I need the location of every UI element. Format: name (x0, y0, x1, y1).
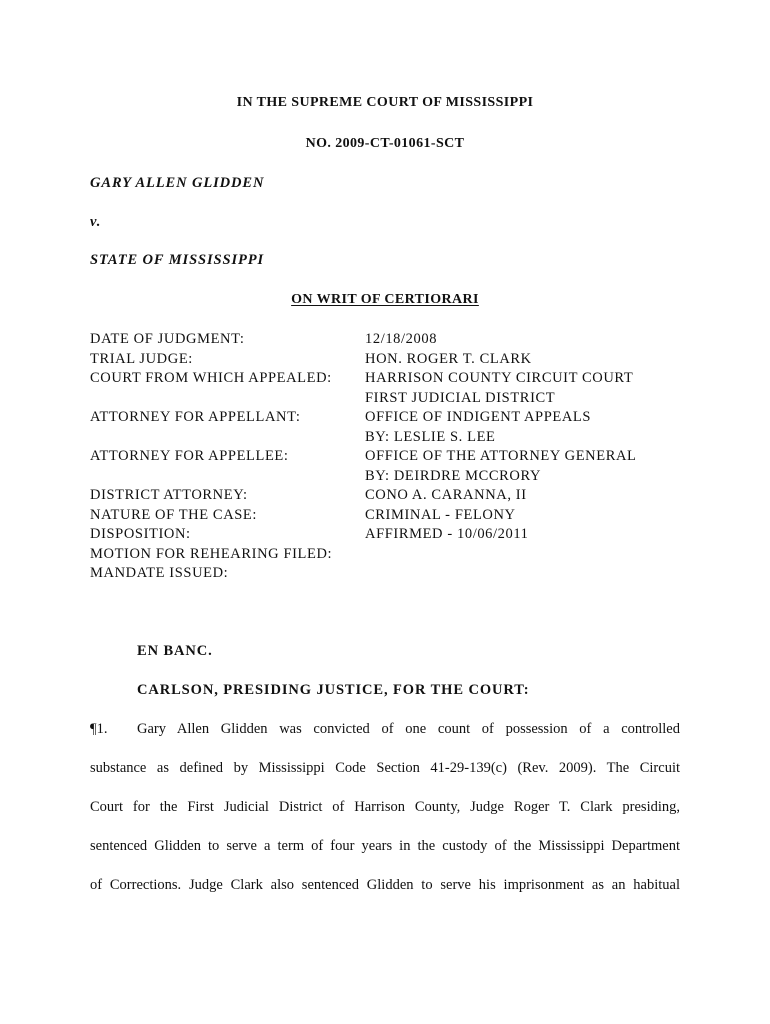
case-info-value (365, 564, 690, 584)
paragraph-line (90, 710, 680, 749)
paragraph-line: Court for the First Judicial District of Harrison County, Judge Roger T. Clark presiding, (90, 799, 680, 815)
case-info-row (90, 408, 690, 428)
case-info-label: ATTORNEY FOR APPELLEE: (90, 448, 289, 464)
case-info-row (90, 389, 690, 409)
case-info-row (90, 525, 690, 545)
case-info-label: NATURE OF THE CASE: (90, 506, 258, 523)
case-info-label (90, 389, 365, 409)
appellee-name: STATE OF MISSISSIPPI (90, 252, 265, 268)
case-info-label: COURT FROM WHICH APPEALED: (90, 370, 332, 386)
case-info-value: HON. ROGER T. CLARK (365, 350, 532, 367)
case-info-table (90, 330, 690, 584)
paragraph-line: substance as defined by Mississippi Code Section 41-29-139(c) (Rev. 2009). The Circuit (90, 760, 680, 776)
case-info-label: DISTRICT ATTORNEY: (90, 487, 248, 503)
case-info-row (90, 428, 690, 448)
versus-label: v. (90, 214, 102, 230)
case-info-value: BY: LESLIE S. LEE (365, 428, 496, 445)
case-info-value: CRIMINAL - FELONY (365, 506, 516, 523)
en-banc-heading: EN BANC. (137, 643, 213, 659)
case-info-row (90, 447, 690, 467)
case-info-value: FIRST JUDICIAL DISTRICT (365, 389, 556, 406)
case-info-value (365, 545, 690, 565)
case-info-value: OFFICE OF THE ATTORNEY GENERAL (365, 448, 637, 464)
case-info-label (90, 467, 365, 487)
case-info-row (90, 330, 690, 350)
case-info-value: OFFICE OF INDIGENT APPEALS (365, 409, 592, 425)
case-info-label: MOTION FOR REHEARING FILED: (90, 545, 333, 562)
case-info-label: TRIAL JUDGE: (90, 350, 193, 367)
opinion-paragraph (90, 710, 680, 905)
case-info-row (90, 486, 690, 506)
case-info-value: BY: DEIRDRE MCCRORY (365, 467, 542, 484)
case-info-label: DATE OF JUDGMENT: (90, 331, 245, 347)
case-info-row (90, 467, 690, 487)
paragraph-line: of Corrections. Judge Clark also sentenced Glidden to serve his imprisonment as an habitual (90, 877, 680, 893)
paragraph-line-text: Gary Allen Glidden was convicted of one count of possession of a controlled (137, 721, 680, 737)
case-info-label: DISPOSITION: (90, 526, 191, 542)
case-info-row (90, 564, 690, 584)
case-info-value: AFFIRMED - 10/06/2011 (365, 526, 529, 542)
case-info-value: HARRISON COUNTY CIRCUIT COURT (365, 370, 634, 386)
case-info-label (90, 428, 365, 448)
case-info-row (90, 545, 690, 565)
case-info-row (90, 350, 690, 370)
case-info-value: 12/18/2008 (365, 331, 438, 347)
paragraph-line: sentenced Glidden to serve a term of four years in the custody of the Mississippi Department (90, 838, 680, 854)
case-number: NO. 2009-CT-01061-SCT (305, 136, 465, 151)
writ-title: ON WRIT OF CERTIORARI (291, 292, 479, 307)
paragraph-number: ¶1. (90, 721, 108, 737)
case-info-value: CONO A. CARANNA, II (365, 487, 527, 503)
case-info-label: MANDATE ISSUED: (90, 565, 229, 581)
case-info-label: ATTORNEY FOR APPELLANT: (90, 409, 301, 425)
opinion-author-heading: CARLSON, PRESIDING JUSTICE, FOR THE COURT: (137, 682, 530, 698)
court-heading: IN THE SUPREME COURT OF MISSISSIPPI (236, 95, 534, 110)
case-info-row (90, 369, 690, 389)
appellant-name: GARY ALLEN GLIDDEN (90, 175, 265, 191)
case-info-row (90, 506, 690, 526)
